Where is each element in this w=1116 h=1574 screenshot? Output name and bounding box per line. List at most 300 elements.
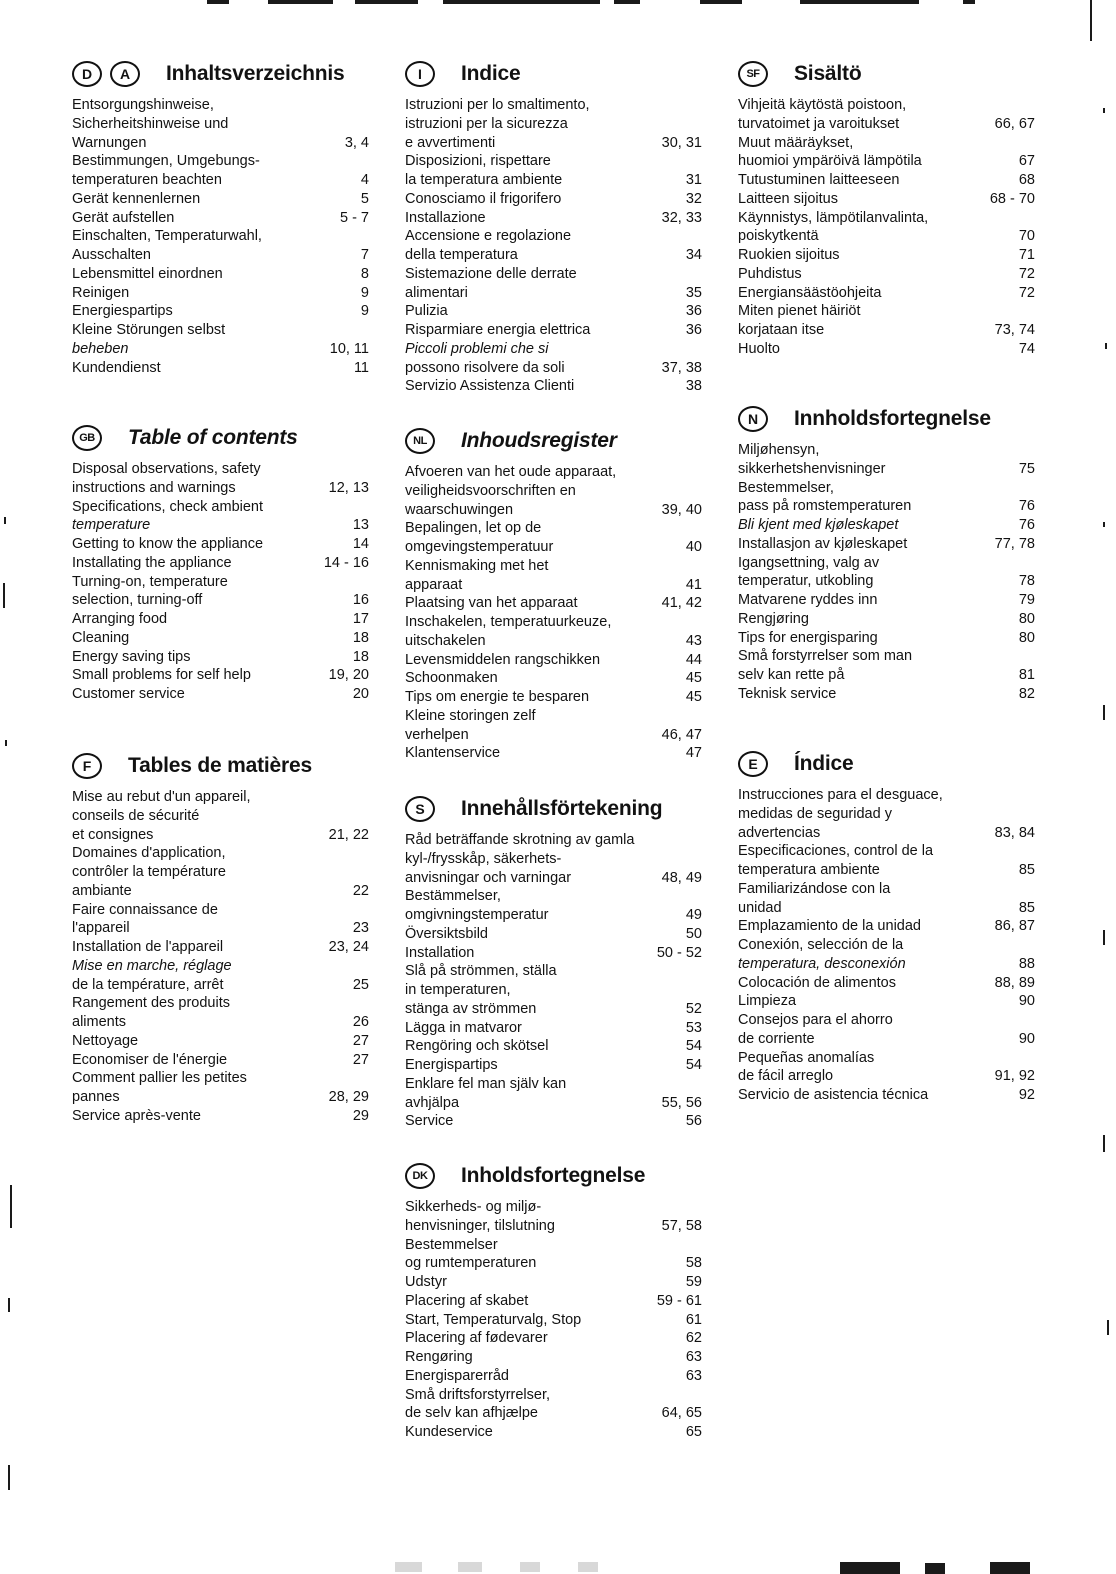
toc-entry — [405, 265, 702, 303]
toc-section-german — [72, 60, 369, 377]
toc-entry — [738, 591, 1035, 610]
toc-entry-text: og rumtemperaturen — [405, 1255, 537, 1272]
toc-entry — [72, 957, 369, 995]
toc-page-number: 39, 40 — [661, 501, 702, 518]
toc-entry-text: Turning-on, temperature — [72, 573, 228, 590]
toc-page-number: 18 — [352, 648, 369, 665]
toc-entry-text: Lägga in matvaror — [405, 1019, 522, 1036]
toc-entry-text: l'appareil — [72, 920, 130, 937]
toc-entry-text: Gerät aufstellen — [72, 209, 175, 226]
toc-entry — [72, 284, 369, 303]
toc-entry-text: Getting to know the appliance — [72, 536, 264, 552]
section-heading — [738, 750, 1035, 778]
toc-page-number: 46, 47 — [661, 726, 702, 743]
toc-entry-text: Mise en marche, réglage — [72, 957, 232, 974]
section-heading — [72, 60, 369, 88]
toc-entry-text: in temperaturen, — [405, 982, 511, 998]
toc-entry — [405, 1112, 702, 1131]
toc-page-number: 5 — [360, 190, 369, 207]
toc-page-number: 64, 65 — [661, 1405, 702, 1422]
country-badge-f: F — [72, 753, 102, 779]
toc-page-number: 86, 87 — [994, 918, 1035, 935]
toc-page-number: 30, 31 — [661, 134, 702, 151]
scan-mark — [1103, 1135, 1105, 1152]
country-badge-a: A — [110, 61, 140, 87]
toc-entry-text: Specifications, check ambient — [72, 498, 264, 515]
toc-entry — [405, 944, 702, 963]
scan-mark — [520, 1562, 540, 1572]
scan-mark — [614, 0, 640, 4]
toc-page-number: 40 — [685, 539, 702, 555]
toc-entry-text: et consignes — [72, 826, 154, 843]
toc-entry-text: de fácil arreglo — [738, 1068, 834, 1085]
toc-page-number: 88, 89 — [994, 974, 1035, 991]
toc-page-number: 68 - 70 — [989, 190, 1035, 207]
toc-entry — [405, 1292, 702, 1311]
toc-entry — [405, 321, 702, 340]
toc-entry-text: Installasjon av kjøleskapet — [738, 535, 908, 552]
toc-page-number: 79 — [1018, 592, 1035, 608]
toc-entry-text: Reinigen — [72, 284, 130, 301]
toc-entry-text: Instrucciones para el desguace, — [738, 787, 943, 803]
toc-entry — [405, 1273, 702, 1292]
toc-page-number: 10, 11 — [329, 340, 369, 357]
toc-entry-text: poiskytkentä — [738, 228, 819, 245]
toc-entry — [72, 321, 369, 359]
toc-entry — [72, 302, 369, 321]
toc-page-number: 56 — [685, 1113, 702, 1130]
toc-page-number: 72 — [1018, 284, 1035, 301]
toc-page-number: 63 — [685, 1349, 702, 1365]
toc-entry-text: henvisninger, tilslutning — [405, 1217, 555, 1234]
toc-entry-text: Tutustuminen laitteeseen — [738, 172, 900, 188]
toc-entry — [738, 479, 1035, 517]
toc-entry — [405, 831, 702, 887]
toc-entry — [738, 134, 1035, 172]
toc-entry — [72, 788, 369, 844]
toc-entry-text: omgivningstemperatur — [405, 907, 549, 923]
toc-entry-text: apparaat — [405, 576, 463, 593]
toc-page-number: 75 — [1018, 460, 1035, 477]
toc-entry-text: possono risolvere da soli — [405, 359, 565, 376]
toc-entry — [405, 209, 702, 228]
toc-entry — [72, 610, 369, 629]
toc-entry-text: Einschalten, Temperaturwahl, — [72, 228, 262, 245]
scan-mark — [4, 517, 6, 524]
toc-entry-text: Pequeñas anomalías — [738, 1049, 875, 1066]
toc-section-finnish — [738, 60, 1035, 359]
scan-mark — [1103, 522, 1105, 527]
toc-entry-text: Rengøring — [405, 1349, 473, 1365]
toc-entry-text: Nettoyage — [72, 1032, 139, 1049]
toc-entry — [405, 1019, 702, 1038]
toc-entry — [405, 377, 702, 396]
toc-entry-text: Installazione — [405, 209, 486, 226]
toc-page-number: 11 — [353, 359, 369, 376]
scan-mark — [963, 0, 975, 4]
toc-entry — [738, 1049, 1035, 1087]
toc-page-number: 38 — [685, 378, 702, 395]
toc-entry-text: Sicherheitshinweise und — [72, 115, 229, 132]
toc-entry-text: Vihjeitä käytöstä poistoon, — [738, 97, 907, 113]
toc-entry-text: de la température, arrêt — [72, 976, 224, 993]
toc-page-number: 28, 29 — [328, 1089, 369, 1105]
toc-page-number: 32 — [685, 190, 702, 207]
toc-entry — [405, 519, 702, 557]
toc-entry — [72, 994, 369, 1032]
toc-page-number: 74 — [1018, 340, 1035, 357]
toc-entry — [405, 152, 702, 190]
toc-page-number: 37, 38 — [661, 359, 702, 376]
toc-page-number: 92 — [1018, 1087, 1035, 1103]
toc-page-number: 32, 33 — [661, 209, 702, 226]
toc-entry — [72, 535, 369, 554]
toc-entry-text: Familiarizándose con la — [738, 880, 891, 897]
toc-entry-text: huomioi ympäröivä lämpötila — [738, 153, 922, 170]
toc-entry — [738, 516, 1035, 535]
toc-entry-text: ambiante — [72, 882, 132, 899]
toc-entry — [738, 171, 1035, 190]
toc-page-number: 3, 4 — [344, 134, 369, 151]
toc-page-number: 13 — [352, 517, 369, 534]
toc-entry-text: Service — [405, 1113, 454, 1130]
toc-entry-text: Disposizioni, rispettare — [405, 153, 551, 170]
toc-entry-text: de selv kan afhjælpe — [405, 1405, 538, 1422]
scan-mark — [268, 0, 333, 4]
toc-entry — [738, 209, 1035, 247]
toc-entry-text: Plaatsing van het apparaat — [405, 595, 578, 612]
toc-entry-list — [738, 96, 1035, 359]
toc-section-dutch — [405, 427, 702, 763]
toc-entry — [72, 666, 369, 685]
section-heading — [405, 1162, 702, 1190]
toc-entry — [405, 1198, 702, 1236]
toc-page-number: 91, 92 — [994, 1068, 1035, 1085]
toc-entry-text: Små forstyrrelser som man — [738, 648, 913, 665]
toc-entry-text: Miljøhensyn, — [738, 442, 820, 458]
toc-entry-text: della temperatura — [405, 247, 518, 263]
toc-page-number: 58 — [685, 1255, 702, 1272]
toc-entry-text: Ruokien sijoitus — [738, 247, 840, 263]
toc-entry — [72, 152, 369, 190]
toc-entry — [72, 573, 369, 611]
toc-page-number: 4 — [360, 172, 369, 188]
toc-page-number: 76 — [1018, 498, 1035, 515]
toc-entry — [72, 648, 369, 667]
section-heading — [738, 60, 1035, 88]
toc-page-number: 68 — [1018, 172, 1035, 188]
toc-page-number: 61 — [685, 1311, 702, 1328]
section-heading — [405, 60, 702, 88]
toc-entry-text: istruzioni per la sicurezza — [405, 115, 568, 132]
toc-entry-text: Conexión, selección de la — [738, 937, 904, 953]
toc-page-number: 41, 42 — [661, 595, 702, 612]
toc-entry-text: temperaturen beachten — [72, 172, 222, 188]
toc-entry-text: Domaines d'application, — [72, 845, 226, 862]
toc-entry-text: instructions and warnings — [72, 479, 236, 496]
toc-entry-text: la temperatura ambiente — [405, 172, 563, 188]
section-title: Índice — [794, 752, 854, 775]
toc-entry — [72, 359, 369, 378]
section-heading — [405, 427, 702, 455]
toc-entry-text: stänga av strömmen — [405, 1000, 537, 1017]
toc-section-english — [72, 424, 369, 704]
toc-section-norwegian — [738, 405, 1035, 704]
toc-entry-text: Installation de l'appareil — [72, 939, 224, 955]
toc-entry-text: Teknisk service — [738, 685, 837, 702]
scan-mark — [578, 1562, 598, 1572]
section-title: Indice — [461, 62, 521, 85]
scan-mark — [800, 0, 919, 4]
section-title: Sisältö — [794, 62, 862, 85]
country-badge-dk: DK — [405, 1163, 435, 1189]
toc-page-number: 66, 67 — [994, 115, 1035, 132]
toc-entry-list — [738, 441, 1035, 704]
toc-page-number: 43 — [685, 632, 702, 649]
toc-entry — [72, 227, 369, 265]
toc-entry — [72, 1051, 369, 1070]
toc-page-number: 16 — [352, 592, 369, 609]
toc-entry-list — [405, 96, 702, 396]
toc-entry-text: Kennismaking met het — [405, 557, 549, 574]
toc-entry-text: Levensmiddelen rangschikken — [405, 651, 601, 668]
toc-entry-text: Economiser de l'énergie — [72, 1051, 228, 1068]
toc-page-number: 45 — [685, 689, 702, 705]
toc-page-number: 35 — [685, 284, 702, 301]
toc-entry-list — [72, 460, 369, 704]
scan-mark — [1103, 930, 1105, 945]
toc-page-number: 82 — [1018, 685, 1035, 702]
toc-page-number: 59 — [685, 1274, 702, 1290]
toc-page-number: 23 — [352, 920, 369, 937]
toc-entry — [72, 901, 369, 939]
scan-mark — [990, 1562, 1030, 1574]
toc-entry-text: Schoonmaken — [405, 670, 498, 687]
toc-page-number: 34 — [685, 247, 702, 263]
toc-entry-text: Arranging food — [72, 611, 168, 627]
toc-entry-text: Installation — [405, 944, 475, 961]
toc-entry-text: Puhdistus — [738, 265, 802, 282]
country-badge-nl: NL — [405, 428, 435, 454]
toc-page-number: 25 — [352, 976, 369, 993]
toc-entry — [72, 1069, 369, 1107]
section-title: Innholdsfortegnelse — [794, 407, 991, 430]
scan-mark — [1105, 343, 1107, 349]
section-heading — [405, 795, 702, 823]
toc-entry — [405, 651, 702, 670]
country-badge-s: S — [405, 796, 435, 822]
toc-section-spanish — [738, 750, 1035, 1105]
country-badge-d: D — [72, 61, 102, 87]
toc-page-number: 21, 22 — [328, 826, 369, 843]
toc-entry-text: Bepalingen, let op de — [405, 520, 542, 537]
toc-entry-text: Energispartips — [405, 1057, 498, 1073]
toc-entry-text: Bestimmungen, Umgebungs- — [72, 153, 260, 170]
toc-entry — [405, 1075, 702, 1113]
toc-entry-text: Matvarene ryddes inn — [738, 592, 878, 608]
toc-entry-text: Inschakelen, temperatuurkeuze, — [405, 614, 612, 630]
toc-entry-text: Especificaciones, control de la — [738, 843, 934, 860]
section-title: Inhoudsregister — [461, 429, 617, 452]
country-badge-sf: SF — [738, 61, 768, 87]
toc-entry-text: Placering af fødevarer — [405, 1330, 548, 1347]
toc-entry-text: Placering af skabet — [405, 1292, 529, 1309]
toc-entry — [72, 1032, 369, 1051]
scan-mark — [3, 583, 5, 608]
toc-entry-text: Klantenservice — [405, 745, 501, 762]
toc-entry — [405, 1386, 702, 1424]
toc-entry-text: Udstyr — [405, 1274, 447, 1290]
toc-entry — [738, 786, 1035, 842]
toc-page-number: 85 — [1018, 899, 1035, 916]
toc-entry-text: Piccoli problemi che si — [405, 340, 549, 357]
toc-entry — [72, 844, 369, 900]
toc-entry — [405, 1329, 702, 1348]
toc-page-number: 83, 84 — [994, 824, 1035, 841]
toc-entry — [738, 1086, 1035, 1105]
toc-page-number: 65 — [685, 1424, 702, 1440]
toc-entry-text: Käynnistys, lämpötilanvalinta, — [738, 209, 929, 226]
toc-entry — [738, 535, 1035, 554]
toc-page-number: 14 — [352, 536, 369, 552]
toc-entry — [405, 1423, 702, 1442]
toc-entry-text: Sikkerheds- og miljø- — [405, 1199, 542, 1215]
toc-entry-text: Customer service — [72, 686, 185, 702]
country-badge-i: I — [405, 61, 435, 87]
toc-entry-list — [405, 463, 702, 763]
toc-entry — [738, 340, 1035, 359]
toc-entry-text: avhjälpa — [405, 1094, 460, 1111]
toc-entry — [405, 1348, 702, 1367]
toc-page-number: 88 — [1018, 955, 1035, 972]
toc-entry — [738, 610, 1035, 629]
toc-page-number: 27 — [352, 1051, 369, 1068]
toc-page-number: 77, 78 — [994, 535, 1035, 552]
toc-page-number: 90 — [1018, 1030, 1035, 1047]
toc-entry-text: Istruzioni per lo smaltimento, — [405, 97, 590, 113]
scan-mark — [355, 0, 418, 4]
toc-page-number: 31 — [685, 172, 702, 188]
toc-entry — [738, 880, 1035, 918]
toc-entry-text: Tips om energie te besparen — [405, 689, 590, 705]
section-title: Innehållsförtekening — [461, 797, 663, 820]
toc-entry-text: Huolto — [738, 340, 780, 357]
toc-page-number: 49 — [685, 907, 702, 923]
toc-entry — [405, 557, 702, 595]
section-heading — [738, 405, 1035, 433]
toc-page-number: 48, 49 — [661, 869, 702, 886]
section-heading — [72, 424, 369, 452]
toc-entry-text: Kundeservice — [405, 1424, 493, 1440]
toc-entry-text: Energy saving tips — [72, 648, 191, 665]
toc-entry-text: Entsorgungshinweise, — [72, 97, 214, 113]
toc-entry — [72, 685, 369, 704]
toc-entry — [738, 284, 1035, 303]
toc-entry-text: Rengjøring — [738, 610, 809, 627]
toc-entry-text: pannes — [72, 1089, 120, 1105]
toc-page-number: 45 — [685, 670, 702, 687]
toc-entry-text: Bli kjent med kjøleskapet — [738, 517, 899, 533]
toc-page-number: 55, 56 — [661, 1094, 702, 1111]
toc-entry-text: Rengöring och skötsel — [405, 1038, 549, 1055]
toc-entry-text: Risparmiare energia elettrica — [405, 322, 591, 338]
toc-entry — [72, 460, 369, 498]
toc-page-number: 19, 20 — [328, 667, 369, 684]
toc-page-number: 57, 58 — [661, 1217, 702, 1234]
toc-entry — [405, 744, 702, 763]
toc-entry — [738, 554, 1035, 592]
toc-entry-text: waarschuwingen — [405, 501, 514, 518]
toc-entry — [405, 302, 702, 321]
toc-page-number: 36 — [685, 322, 702, 338]
toc-entry — [405, 463, 702, 519]
toc-entry — [738, 917, 1035, 936]
toc-entry-text: advertencias — [738, 824, 821, 841]
toc-entry-text: selection, turning-off — [72, 592, 203, 609]
toc-entry-text: Disposal observations, safety — [72, 461, 261, 477]
toc-entry-text: Kleine Störungen selbst — [72, 322, 226, 338]
toc-page-number: 27 — [352, 1032, 369, 1049]
toc-entry-text: Comment pallier les petites — [72, 1070, 247, 1087]
toc-entry — [405, 1367, 702, 1386]
toc-entry — [72, 1107, 369, 1126]
toc-entry — [72, 265, 369, 284]
toc-entry — [738, 936, 1035, 974]
toc-section-danish — [405, 1162, 702, 1442]
toc-page-number: 36 — [685, 303, 702, 320]
toc-entry — [405, 1311, 702, 1330]
toc-entry-text: Små driftsforstyrrelser, — [405, 1386, 551, 1403]
toc-entry-text: Ausschalten — [72, 247, 151, 263]
toc-entry — [738, 246, 1035, 265]
toc-page-number: 70 — [1018, 228, 1035, 245]
toc-page-number: 76 — [1018, 517, 1035, 533]
toc-entry-list — [405, 1198, 702, 1442]
toc-entry — [738, 265, 1035, 284]
toc-page-number: 72 — [1018, 265, 1035, 282]
toc-entry — [72, 938, 369, 957]
toc-page-number: 50 — [685, 925, 702, 942]
toc-page-number: 85 — [1018, 862, 1035, 878]
section-heading — [72, 752, 369, 780]
toc-entry-text: Installating the appliance — [72, 554, 232, 571]
toc-entry-text: omgevingstemperatuur — [405, 539, 554, 555]
toc-page-number: 9 — [360, 303, 369, 320]
toc-entry-text: turvatoimet ja varoitukset — [738, 115, 900, 132]
scan-edge-line — [1090, 0, 1092, 41]
toc-entry-text: Start, Temperaturvalg, Stop — [405, 1311, 582, 1328]
country-badge-n: N — [738, 406, 768, 432]
toc-entry-text: Energiespartips — [72, 303, 173, 320]
toc-entry — [738, 96, 1035, 134]
toc-page-number: 53 — [685, 1019, 702, 1036]
toc-page-number: 80 — [1018, 610, 1035, 627]
toc-page-number: 12, 13 — [328, 479, 369, 496]
toc-entry-text: Slå på strömmen, ställa — [405, 963, 557, 980]
toc-entry-text: unidad — [738, 899, 782, 916]
toc-entry-text: contrôler la température — [72, 864, 226, 880]
toc-entry-text: Emplazamiento de la unidad — [738, 918, 921, 935]
toc-entry-text: verhelpen — [405, 726, 469, 743]
toc-entry — [738, 842, 1035, 880]
toc-entry-list — [72, 788, 369, 1126]
toc-page-number: 29 — [352, 1107, 369, 1124]
toc-entry-text: Rangement des produits — [72, 995, 230, 1012]
scan-mark — [1103, 705, 1105, 720]
toc-page-number: 7 — [360, 247, 369, 263]
toc-entry — [738, 629, 1035, 648]
section-title: Tables de matières — [128, 754, 312, 777]
